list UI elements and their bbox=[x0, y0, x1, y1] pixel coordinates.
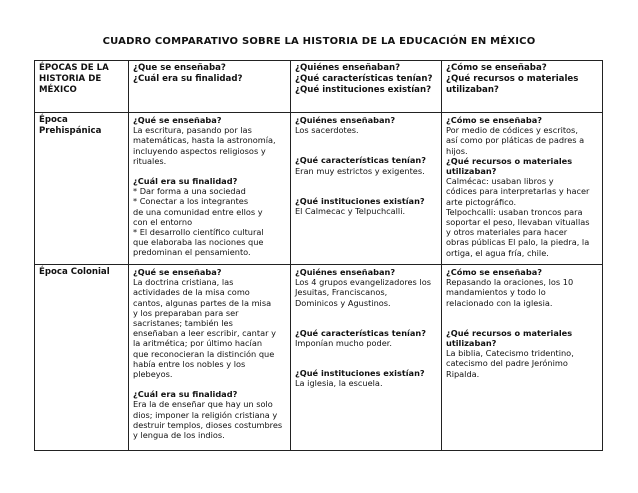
answer: Repasando la oraciones, los 10 mandamientos y todo lo relacionado con la iglesia. bbox=[446, 277, 574, 308]
document-title: CUADRO COMPARATIVO SOBRE LA HISTORIA DE LA EDUCACIÓN EN MÉXICO bbox=[102, 36, 536, 47]
era-label: Época Colonial bbox=[39, 267, 110, 277]
question: ¿Quiénes enseñaban? bbox=[295, 267, 396, 277]
answer: Imponían mucho poder. bbox=[295, 338, 392, 349]
header-col2-cell bbox=[291, 61, 442, 113]
answer: Por medio de códices y escritos, así como por pláticas de padres a hijos. bbox=[446, 125, 585, 156]
question: ¿Cuál era su finalidad? bbox=[133, 176, 238, 187]
answer: La iglesia, la escuela. bbox=[295, 378, 383, 389]
header-quienes-ensenaban: ¿Quiénes enseñaban? ¿Qué características tenían? ¿Qué instituciones existían? bbox=[295, 63, 433, 95]
table-header-row bbox=[35, 61, 603, 113]
answer: Los 4 grupos evangelizadores los Jesuitas, Franciscanos, Dominicos y Agustinos. bbox=[295, 277, 431, 308]
answer: Eran muy estrictos y exigentes. bbox=[295, 165, 425, 176]
col2-cell bbox=[291, 265, 442, 451]
question: ¿Quiénes enseñaban? bbox=[295, 115, 396, 125]
question: ¿Cuál era su finalidad? bbox=[133, 389, 238, 400]
col3-cell bbox=[442, 113, 603, 265]
answer: La doctrina cristiana, las actividades de la misa como cantos, algunas partes de la misa y los preparaban para ser sacristanes; también les enseñaban a leer escribir, cantar y la aritmética; por último hacían que reconocieran la distinción que había entre los nobles y los plebeyos. bbox=[133, 277, 276, 380]
header-epocas: ÉPOCAS DE LA HISTORIA DE MÉXICO bbox=[39, 63, 109, 95]
answer: La escritura, pasando por las matemáticas, hasta la astronomía, incluyendo aspectos religiosos y rituales. bbox=[133, 125, 276, 166]
question: ¿Qué recursos o materiales utilizaban? bbox=[446, 327, 573, 349]
table-row-colonial bbox=[35, 265, 603, 451]
question: ¿Qué instituciones existían? bbox=[295, 368, 425, 379]
answer: La biblia, Catecismo tridentino, catecismo del padre Jerónimo Ripalda. bbox=[446, 348, 574, 379]
question: ¿Qué características tenían? bbox=[295, 155, 426, 166]
question: ¿Qué instituciones existían? bbox=[295, 195, 425, 206]
table-row-prehispanica bbox=[35, 113, 603, 265]
header-que-se-ensenaba: ¿Que se enseñaba? ¿Cuál era su finalidad? bbox=[133, 63, 243, 84]
answer: Los sacerdotes. bbox=[295, 125, 359, 136]
question: ¿Qué se enseñaba? bbox=[133, 115, 222, 125]
header-col3-cell bbox=[442, 61, 603, 113]
question: ¿Qué características tenían? bbox=[295, 327, 426, 338]
col2-cell bbox=[291, 113, 442, 265]
header-col1-cell bbox=[129, 61, 291, 113]
era-label: Época Prehispánica bbox=[39, 115, 102, 136]
answer: El Calmecac y Telpuchcalli. bbox=[295, 206, 406, 217]
col3-cell bbox=[442, 265, 603, 451]
col1-cell bbox=[129, 113, 291, 265]
era-cell bbox=[35, 113, 129, 265]
comparison-table bbox=[34, 60, 603, 451]
header-como-se-ensenaba: ¿Cómo se enseñaba? ¿Qué recursos o materiales utilizaban? bbox=[446, 63, 579, 95]
answer: Era la de enseñar que hay un solo dios; imponer la religión cristiana y destruir templos, dioses costumbres y lengua de los indios. bbox=[133, 399, 283, 441]
question: ¿Qué se enseñaba? bbox=[133, 267, 222, 277]
col1-cell bbox=[129, 265, 291, 451]
question: ¿Cómo se enseñaba? bbox=[446, 267, 542, 277]
answer: Calmécac: usaban libros y códices para interpretarlas y hacer arte pictográfico. Telpochcalli: usaban troncos para soportar el peso, llevaban vituallas y otros materiales para hacer obras públicas El palo, la piedra, la ortiga, el agua fría, chile. bbox=[446, 176, 590, 258]
question: ¿Cómo se enseñaba? bbox=[446, 115, 542, 125]
answer: * Dar forma a una sociedad * Conectar a los integrantes de una comunidad entre ellos y con el entorno * El desarrollo científico cultural que elaboraba las nociones que predominan el pensamiento. bbox=[133, 186, 264, 258]
era-cell bbox=[35, 265, 129, 451]
header-epocas-cell bbox=[35, 61, 129, 113]
question: ¿Qué recursos o materiales utilizaban? bbox=[446, 155, 573, 177]
